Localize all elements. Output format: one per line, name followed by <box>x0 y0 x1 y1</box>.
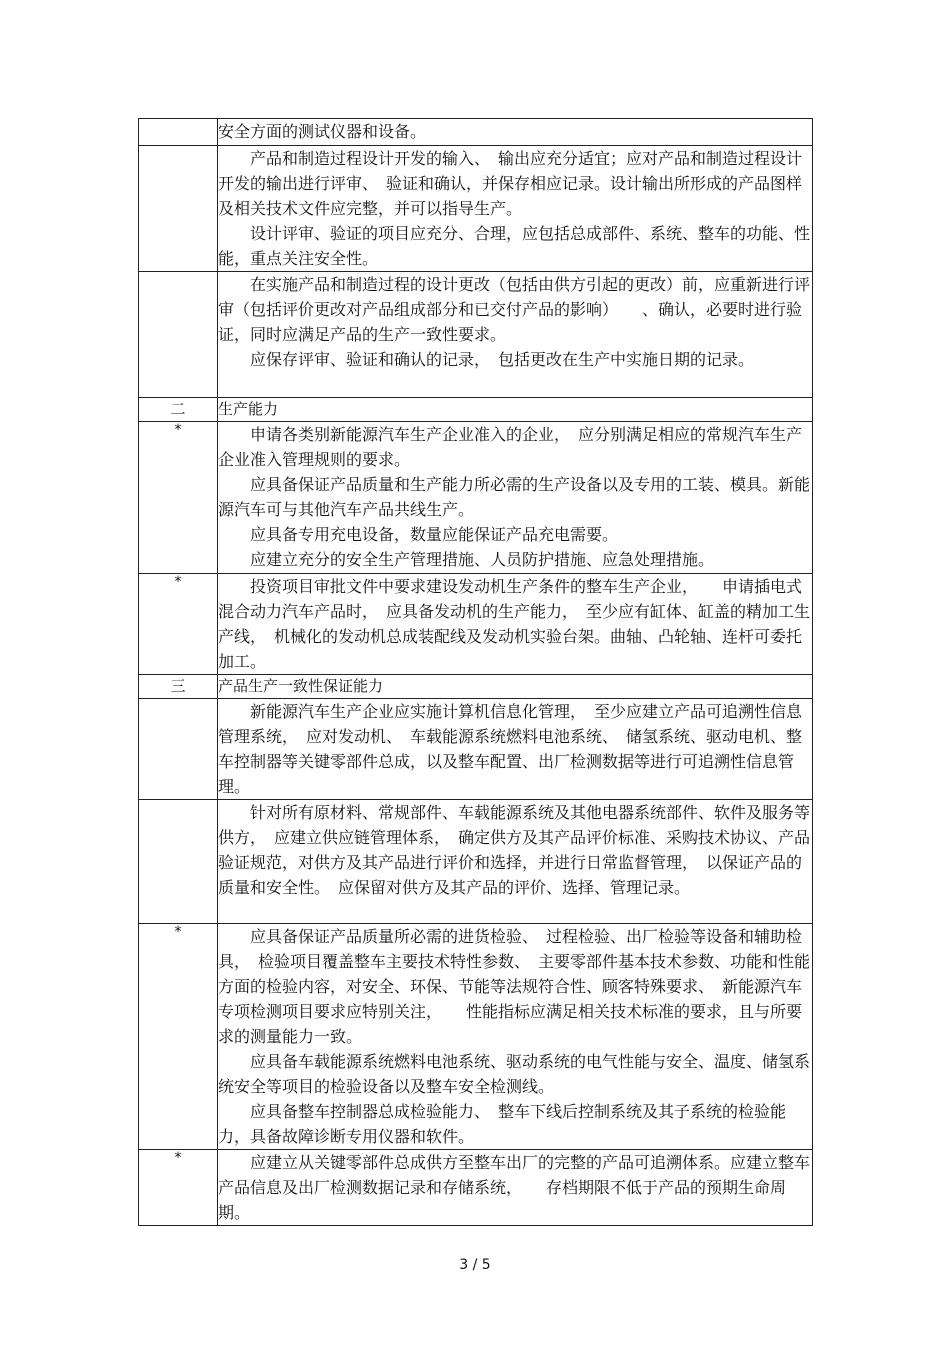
requirement-paragraph: 设计评审、验证的项目应充分、合理，应包括总成部件、系统、整车的功能、性能，重点关注安全性。 <box>218 224 811 268</box>
requirement-cell <box>218 422 813 574</box>
table-row <box>139 422 813 574</box>
key-item-marker <box>139 699 218 800</box>
requirement-paragraph: 应具备保证产品质量和生产能力所必需的生产设备以及专用的工装、模具。新能源汽车可与其他汽车产品共线生产。 <box>218 475 811 519</box>
requirement-cell <box>218 675 813 699</box>
requirement-paragraph: 应建立从关键零部件总成供方至整车出厂的完整的产品可追溯体系。应建立整车产品信息及出厂检测数据记录和存储系统， 存档期限不低于产品的预期生命周期。 <box>218 1153 811 1222</box>
key-item-marker: * <box>139 1150 218 1226</box>
key-item-marker: * <box>139 574 218 675</box>
table-row <box>139 800 813 924</box>
section-number: 二 <box>139 398 218 422</box>
requirement-cell <box>218 272 813 398</box>
table-row <box>139 146 813 272</box>
requirement-paragraph: 在实施产品和制造过程的设计更改（包括由供方引起的更改）前，应重新进行评审（包括评价更改对产品组成部分和已交付产品的影响） 、确认，必要时进行验证，同时应满足产品的生产一致性要求。 <box>218 275 811 344</box>
key-item-marker <box>139 272 218 398</box>
section-number: 三 <box>139 675 218 699</box>
requirement-cell <box>218 924 813 1150</box>
table-row <box>139 574 813 675</box>
requirement-cell <box>218 800 813 924</box>
section-heading: 产品生产一致性保证能力 <box>218 677 384 695</box>
requirement-cell <box>218 119 813 146</box>
table-row <box>139 699 813 800</box>
table-row <box>139 272 813 398</box>
requirement-paragraph: 应具备保证产品质量所必需的进货检验、 过程检验、出厂检验等设备和辅助检具， 检验项目覆盖整车主要技术特性参数、 主要零部件基本技术参数、功能和性能方面的检验内容，对安全、环保、节能等法规符合性、顾客特殊要求、 新能源汽车专项检测项目要求应特别关注， 性能指标应满足相关技术标准的要求，且与所要求的测量能力一致。 <box>218 927 811 1046</box>
key-item-marker <box>139 119 218 146</box>
requirement-cell <box>218 398 813 422</box>
requirement-paragraph: 应具备整车控制器总成检验能力、 整车下线后控制系统及其子系统的检验能力，具备故障诊断专用仪器和软件。 <box>218 1102 787 1146</box>
section-heading: 生产能力 <box>218 400 279 418</box>
requirement-cell <box>218 574 813 675</box>
table-row <box>139 398 813 422</box>
key-item-marker <box>139 800 218 924</box>
requirement-paragraph: 安全方面的测试仪器和设备。 <box>218 122 427 141</box>
requirement-paragraph: 申请各类别新能源汽车生产企业准入的企业， 应分别满足相应的常规汽车生产企业准入管理规则的要求。 <box>218 425 803 469</box>
requirement-paragraph: 投资项目审批文件中要求建设发动机生产条件的整车生产企业， 申请插电式混合动力汽车产品时， 应具备发动机的生产能力， 至少应有缸体、缸盖的精加工生产线， 机械化的发动机总成装配线及发动机实验台架。曲轴、凸轮轴、连杆可委托加工。 <box>218 577 811 671</box>
table-row <box>139 675 813 699</box>
requirement-paragraph: 产品和制造过程设计开发的输入、 输出应充分适宜；应对产品和制造过程设计开发的输出进行评审、 验证和确认，并保存相应记录。设计输出所形成的产品图样及相关技术文件应完整，并可以指导生产。 <box>218 149 803 218</box>
requirement-paragraph: 应具备专用充电设备，数量应能保证产品充电需要。 <box>250 525 619 544</box>
table-row <box>139 1150 813 1226</box>
key-item-marker <box>139 146 218 272</box>
requirements-table <box>138 118 813 1226</box>
key-item-marker: * <box>139 422 218 574</box>
requirement-cell <box>218 699 813 800</box>
table-row <box>139 119 813 146</box>
requirement-paragraph: 应建立充分的安全生产管理措施、人员防护措施、应急处理措施。 <box>250 550 715 569</box>
requirement-paragraph: 针对所有原材料、常规部件、车载能源系统及其他电器系统部件、软件及服务等供方， 应建立供应链管理体系， 确定供方及其产品评价标准、采购技术协议、产品验证规范，对供方及其产品进行评价和选择，并进行日常监督管理， 以保证产品的质量和安全性。 应保留对供方及其产品的评价、选择、管理记录。 <box>218 803 811 897</box>
page-number: 3 / 5 <box>459 1257 491 1273</box>
requirement-paragraph: 新能源汽车生产企业应实施计算机信息化管理， 至少应建立产品可追溯性信息管理系统， 应对发动机、 车载能源系统燃料电池系统、 储氢系统、驱动电机、整车控制器等关键零部件总成，以及整车配置、出厂检测数据等进行可追溯性信息管理。 <box>218 702 803 796</box>
requirement-cell <box>218 146 813 272</box>
requirement-paragraph: 应保存评审、验证和确认的记录， 包括更改在生产中实施日期的记录。 <box>250 350 755 369</box>
key-item-marker: * <box>139 924 218 1150</box>
requirement-paragraph: 应具备车载能源系统燃料电池系统、驱动系统的电气性能与安全、温度、储氢系统安全等项目的检验设备以及整车安全检测线。 <box>218 1052 811 1096</box>
requirement-cell <box>218 1150 813 1226</box>
table-row <box>139 924 813 1150</box>
